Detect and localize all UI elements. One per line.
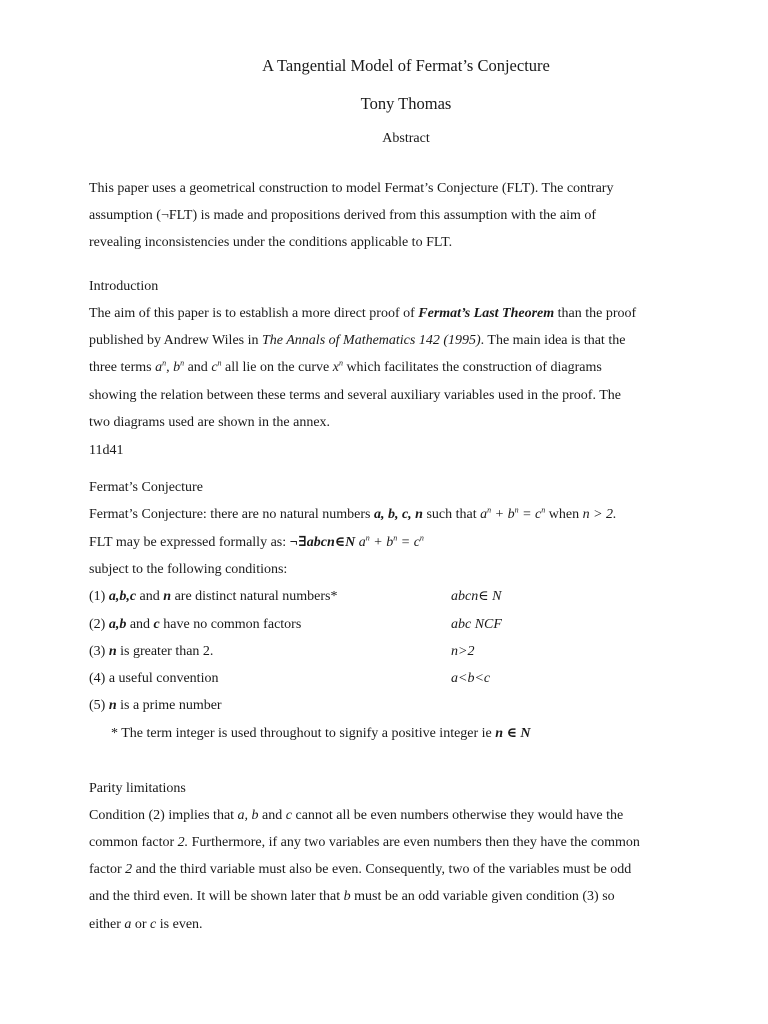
intro-line-1: The aim of this paper is to establish a more direct proof of Fermat’s Last Theorem than the proof — [89, 306, 637, 321]
parity-line-3: factor 2 and the third variable must also be even. Consequently, two of the variables must be odd — [89, 862, 632, 877]
code-label: 11d41 — [89, 443, 124, 458]
fermat-heading: Fermat’s Conjecture — [89, 480, 203, 495]
condition-1: (1) a,b,c and n are distinct natural numbers* — [89, 589, 338, 604]
intro-line-5: two diagrams used are shown in the annex. — [89, 415, 331, 430]
fermat-line-1: Fermat’s Conjecture: there are no natural numbers a, b, c, n such that $a^n + b^n = c^n$ when n > 2. — [89, 505, 617, 522]
intro-line-2: published by Andrew Wiles in The Annals of Mathematics 142 (1995). The main idea is that the — [89, 333, 626, 348]
condition-3-formal: n>2 — [451, 644, 475, 659]
parity-line-4: and the third even. It will be shown later that b must be an odd variable given condition (3) so — [89, 889, 615, 904]
abstract-line-3: revealing inconsistencies under the conditions applicable to FLT. — [89, 235, 453, 250]
intro-line-4: showing the relation between these terms and several auxiliary variables used in the proof. The — [89, 388, 621, 403]
condition-2: (2) a,b and c have no common factors — [89, 617, 302, 632]
paper-author: Tony Thomas — [360, 94, 452, 113]
condition-4: (4) a useful convention — [89, 671, 219, 686]
condition-1-formal: abcn∈ N — [451, 589, 502, 604]
abstract-heading: Abstract — [382, 131, 430, 146]
abstract-line-1: This paper uses a geometrical construction to model Fermat’s Conjecture (FLT). The contrary — [89, 181, 614, 196]
intro-line-3: three terms $a^n$, $b^n$ and $c^n$ all lie on the curve $x^n$ which facilitates the construction of diagrams — [89, 358, 602, 375]
condition-2-formal: abc NCF — [451, 617, 502, 632]
parity-line-5: either a or c is even. — [89, 917, 203, 932]
footnote: * The term integer is used throughout to signify a positive integer ie n ∈ N — [111, 726, 531, 741]
parity-line-1: Condition (2) implies that a, b and c cannot all be even numbers otherwise they would have the — [89, 808, 624, 823]
condition-5: (5) n is a prime number — [89, 698, 222, 713]
introduction-heading: Introduction — [89, 279, 159, 294]
paper-title: A Tangential Model of Fermat’s Conjecture — [262, 56, 550, 75]
abstract-line-2: assumption (¬FLT) is made and propositions derived from this assumption with the aim of — [89, 208, 597, 223]
fermat-line-3: subject to the following conditions: — [89, 562, 288, 577]
fermat-line-2: FLT may be expressed formally as: ¬∃abcn∈N $a^n + b^n = c^n$ — [89, 533, 424, 550]
parity-line-2: common factor 2. Furthermore, if any two variables are even numbers then they have the common — [89, 835, 640, 850]
parity-heading: Parity limitations — [89, 781, 186, 796]
condition-3: (3) n is greater than 2. — [89, 644, 214, 659]
condition-4-formal: a<b<c — [451, 671, 491, 686]
